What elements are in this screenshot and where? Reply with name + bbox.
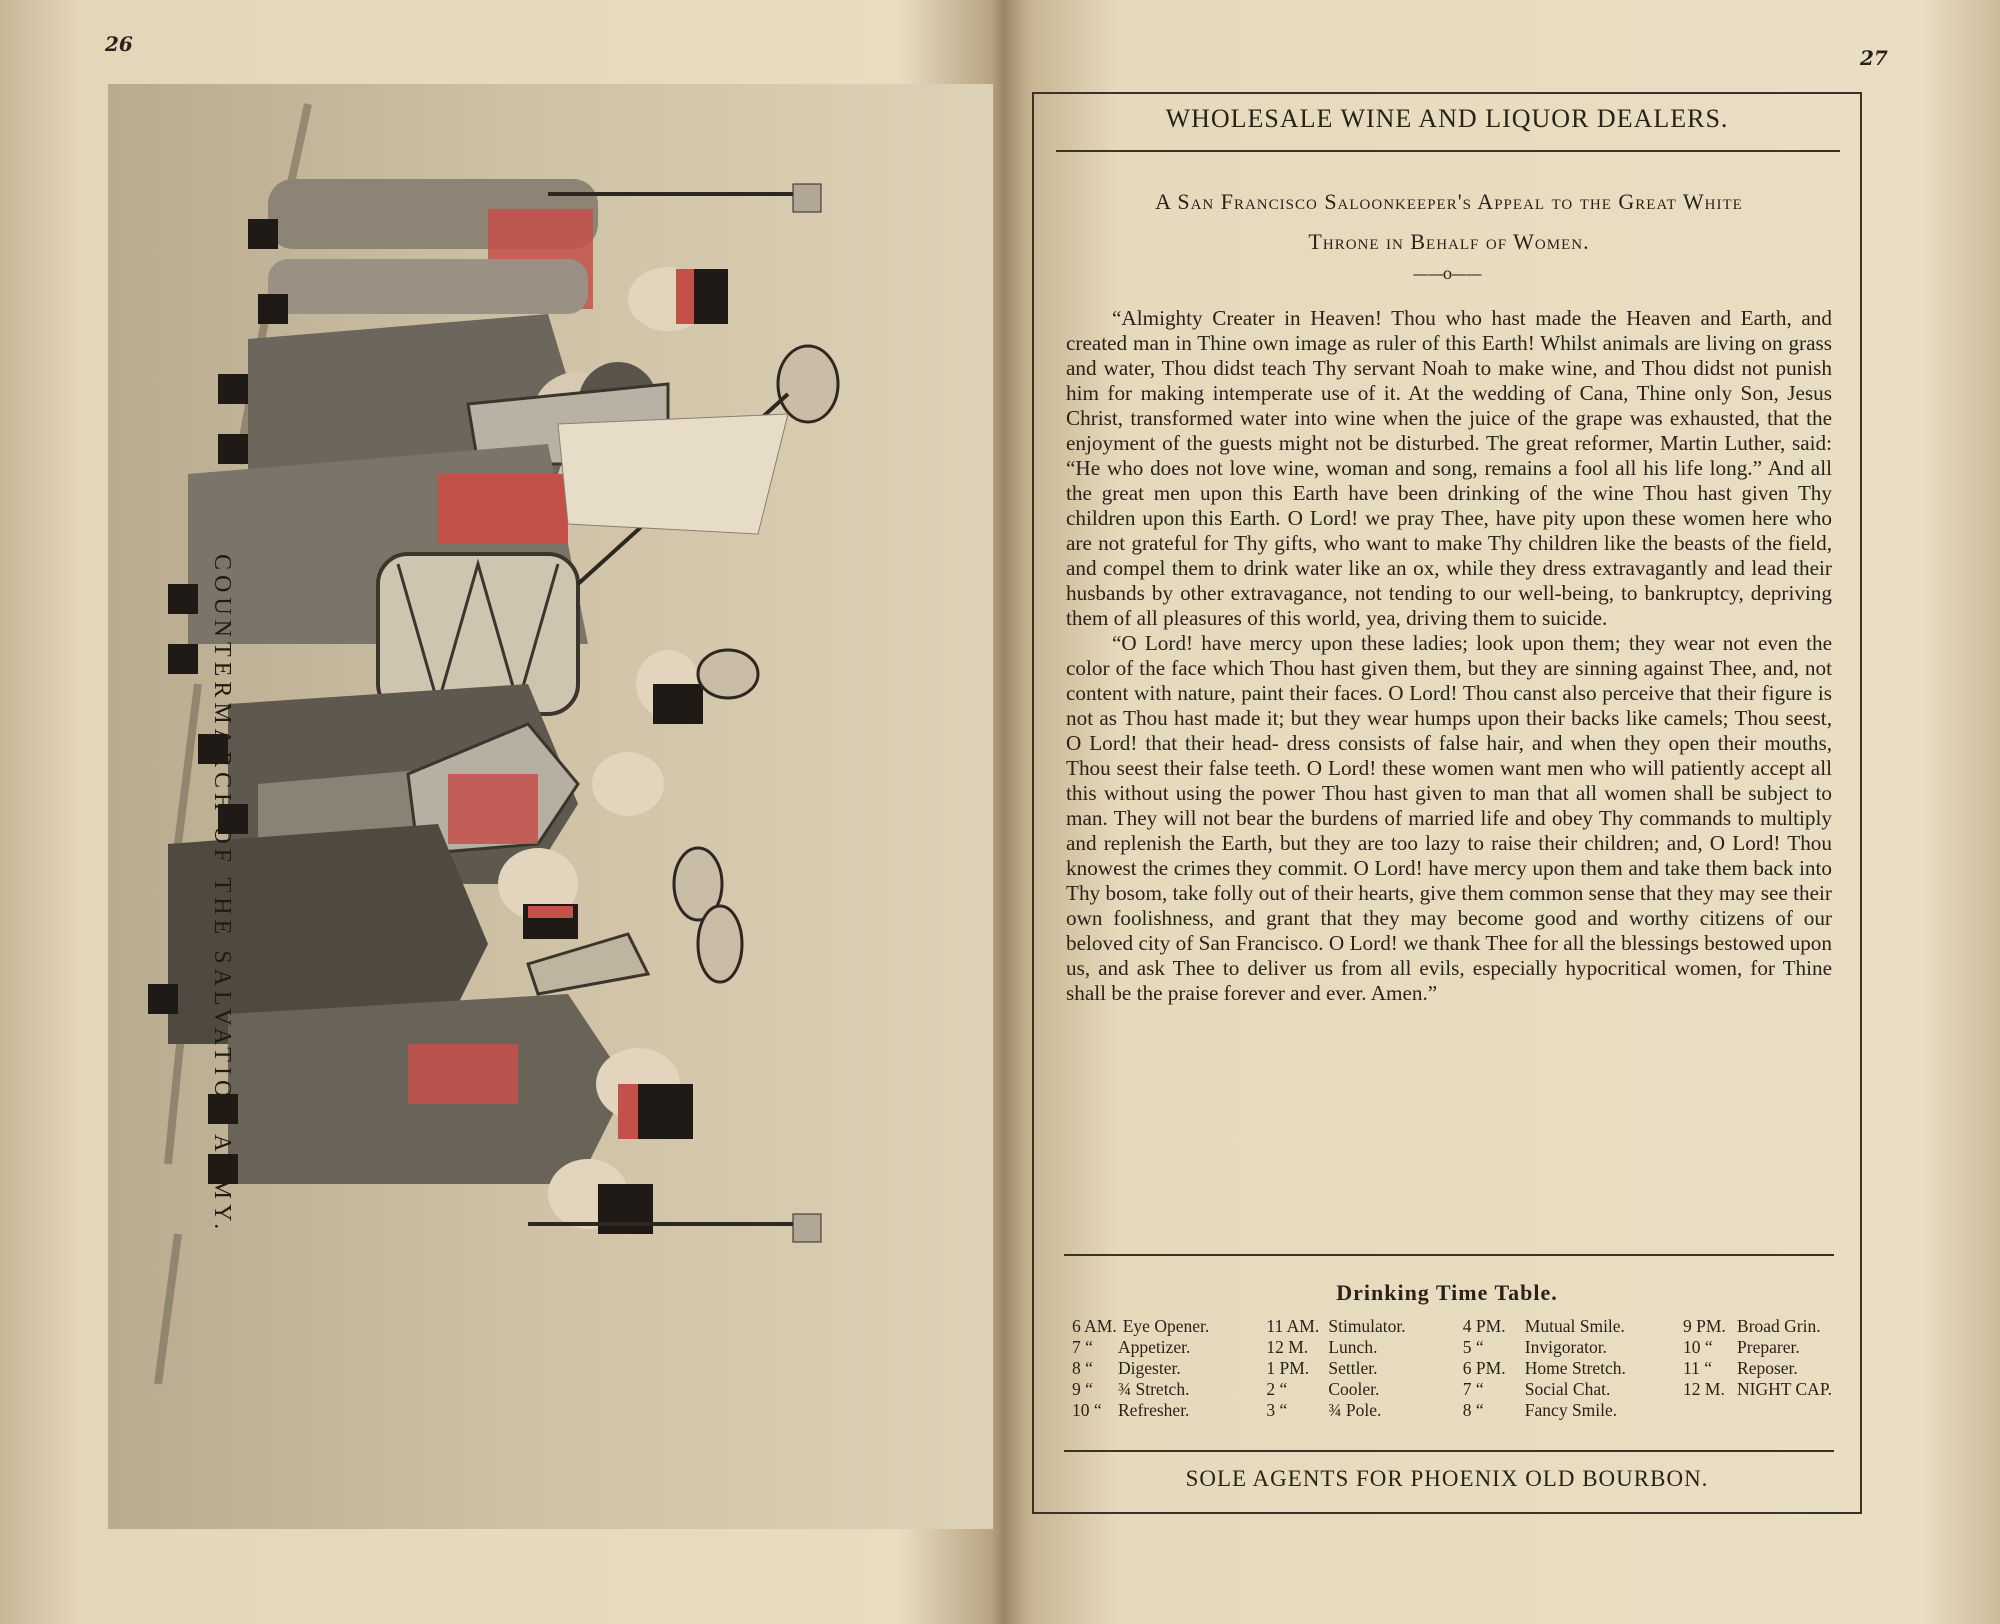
paragraph: “Almighty Creater in Heaven! Thou who hast made the Heaven and Earth, and created man in Thine own image as ruler of this Earth! Whilst animals are living on grass and water, Thou didst teach Thy servant Noah to make wine, and Thou didst not punish him for making intemperate use of it. At the wedding of Cana, Thine only Son, Jesus Christ, transformed water into wine when the juice of the grape was exhausted, that the enjoyment of the guests might not be disturbed. The great reformer, Martin Luther, said: “He who does not love wine, woman and song, remains a fool all his life long.” And all the great men upon this Earth have been drinking of the wine Thou hast given Thy children upon this Earth. O Lord! we pray Thee, have pity upon these women here who are not grateful for Thy gifts, who want to make Thy children like the beasts of the field, and compel them to drink water like an ox, while they dress extravagantly and lead their husbands by other extravagance, not tending to our well-being, to bankruptcy, depriving them of all pleasures of this world, yea, driving them to suicide. xyxy=(1066,306,1832,630)
timetable-time: 7 “ xyxy=(1072,1337,1093,1357)
timetable-time: 6 PM. xyxy=(1462,1358,1506,1378)
timetable-entry xyxy=(1072,1400,1209,1421)
timetable-time: 7 “ xyxy=(1462,1379,1484,1399)
drinking-timetable xyxy=(1072,1316,1832,1421)
timetable-label: Broad Grin. xyxy=(1737,1316,1821,1336)
timetable-entry xyxy=(1266,1400,1405,1421)
ad-footer: SOLE AGENTS FOR PHOENIX OLD BOURBON. xyxy=(1185,1466,1709,1491)
timetable-label: Settler. xyxy=(1328,1358,1378,1378)
timetable-time: 10 “ xyxy=(1072,1400,1102,1420)
article-title-line: Throne in Behalf of Women. xyxy=(1308,229,1590,254)
timetable-time: 8 “ xyxy=(1462,1400,1484,1420)
article-title-line: A San Francisco Saloonkeeper's Appeal to the Great White xyxy=(1155,189,1743,214)
timetable-time: 4 PM. xyxy=(1462,1316,1506,1336)
timetable-label: ¾ Stretch. xyxy=(1118,1379,1190,1399)
advertisement-box xyxy=(1032,92,1862,1514)
ad-header: WHOLESALE WINE AND LIQUOR DEALERS. xyxy=(1165,104,1729,133)
timetable-entry xyxy=(1683,1358,1832,1379)
timetable-time: 1 PM. xyxy=(1266,1358,1310,1378)
timetable-label: Refresher. xyxy=(1118,1400,1190,1420)
article-body xyxy=(1066,306,1832,1006)
timetable-column xyxy=(1683,1316,1832,1421)
timetable-label: ¾ Pole. xyxy=(1328,1400,1382,1420)
timetable-label: Invigorator. xyxy=(1524,1337,1607,1357)
timetable-entry xyxy=(1266,1337,1405,1358)
timetable-entry xyxy=(1463,1316,1626,1337)
timetable-time: 6 AM. xyxy=(1072,1316,1117,1336)
timetable-entry xyxy=(1683,1316,1832,1337)
timetable-time: 11 “ xyxy=(1683,1358,1713,1378)
salvation-army-band-illustration xyxy=(108,84,993,1529)
timetable-entry xyxy=(1683,1379,1832,1400)
timetable-entry xyxy=(1072,1379,1209,1400)
timetable-entry xyxy=(1683,1337,1832,1358)
illustration-caption: COUNTERMARCH OF THE SALVATION ARMY. xyxy=(209,554,235,1235)
section-rule xyxy=(1064,1254,1834,1256)
timetable-entry xyxy=(1463,1379,1626,1400)
illustration-plate xyxy=(108,84,993,1529)
left-page-number: 26 xyxy=(105,32,133,56)
timetable-label: Cooler. xyxy=(1328,1379,1380,1399)
timetable-label: Fancy Smile. xyxy=(1524,1400,1618,1420)
timetable-entry xyxy=(1463,1358,1626,1379)
article-title xyxy=(1074,182,1824,262)
timetable-time: 9 PM. xyxy=(1683,1316,1726,1336)
timetable-time: 12 M. xyxy=(1266,1337,1309,1357)
paragraph: “O Lord! have mercy upon these ladies; look upon them; they wear not even the color of the face which Thou hast given them, but they are sinning against Thee, and, not content with nature, paint their faces. O Lord! Thou canst also perceive that their figure is not as Thou hast made it; but they wear humps upon their backs like camels; Thou seest, O Lord! that their head- dress consists of false hair, and when they open their mouths, Thou seest their false teeth. O Lord! these women want men who will patiently accept all this without using the power Thou hast given to man that all women shall be subject to man. They will not bear the burdens of married life and obey Thy commands to multiply and replenish the Earth, but they are too lazy to raise their children; and, O Lord! Thou knowest the crimes they commit. O Lord! have mercy upon them and take them back into Thy bosom, take folly out of their hearts, give them common sense that they may see their own foolishness, and grant that they may become good and worthy citizens of our beloved city of San Francisco. O Lord! we thank Thee for all the blessings bestowed upon us, and ask Thee to deliver us from all evils, especially hypocritical women, for Thine shall be the praise forever and ever. Amen.” xyxy=(1066,631,1832,1005)
timetable-time: 3 “ xyxy=(1266,1400,1288,1420)
timetable-label: NIGHT CAP. xyxy=(1737,1379,1832,1399)
timetable-entry xyxy=(1463,1337,1626,1358)
timetable-label: Reposer. xyxy=(1737,1358,1798,1378)
timetable-time: 5 “ xyxy=(1462,1337,1484,1357)
timetable-column xyxy=(1266,1316,1405,1421)
timetable-label: Mutual Smile. xyxy=(1524,1316,1625,1336)
right-page-number: 27 xyxy=(1860,46,1888,70)
timetable-label: Social Chat. xyxy=(1524,1379,1611,1399)
timetable-title: Drinking Time Table. xyxy=(1336,1280,1558,1305)
timetable-time: 12 M. xyxy=(1683,1379,1725,1399)
timetable-time: 2 “ xyxy=(1266,1379,1288,1399)
timetable-time: 8 “ xyxy=(1072,1358,1093,1378)
timetable-entry xyxy=(1266,1379,1405,1400)
timetable-column xyxy=(1463,1316,1626,1421)
footer-rule xyxy=(1064,1450,1834,1452)
timetable-entry xyxy=(1463,1400,1626,1421)
timetable-entry xyxy=(1266,1316,1405,1337)
header-rule xyxy=(1056,150,1840,152)
timetable-label: Digester. xyxy=(1118,1358,1181,1378)
timetable-time: 9 “ xyxy=(1072,1379,1093,1399)
timetable-label: Appetizer. xyxy=(1118,1337,1191,1357)
timetable-entry xyxy=(1072,1337,1209,1358)
timetable-label: Eye Opener. xyxy=(1122,1316,1210,1336)
timetable-label: Home Stretch. xyxy=(1524,1358,1626,1378)
timetable-label: Lunch. xyxy=(1328,1337,1378,1357)
timetable-time: 10 “ xyxy=(1683,1337,1713,1357)
timetable-entry xyxy=(1072,1358,1209,1379)
timetable-entry xyxy=(1072,1316,1209,1337)
ornament-divider: ——o—— xyxy=(1412,264,1482,283)
timetable-column xyxy=(1072,1316,1209,1421)
timetable-label: Stimulator. xyxy=(1328,1316,1406,1336)
timetable-time: 11 AM. xyxy=(1266,1316,1320,1336)
timetable-label: Preparer. xyxy=(1737,1337,1800,1357)
timetable-entry xyxy=(1266,1358,1405,1379)
